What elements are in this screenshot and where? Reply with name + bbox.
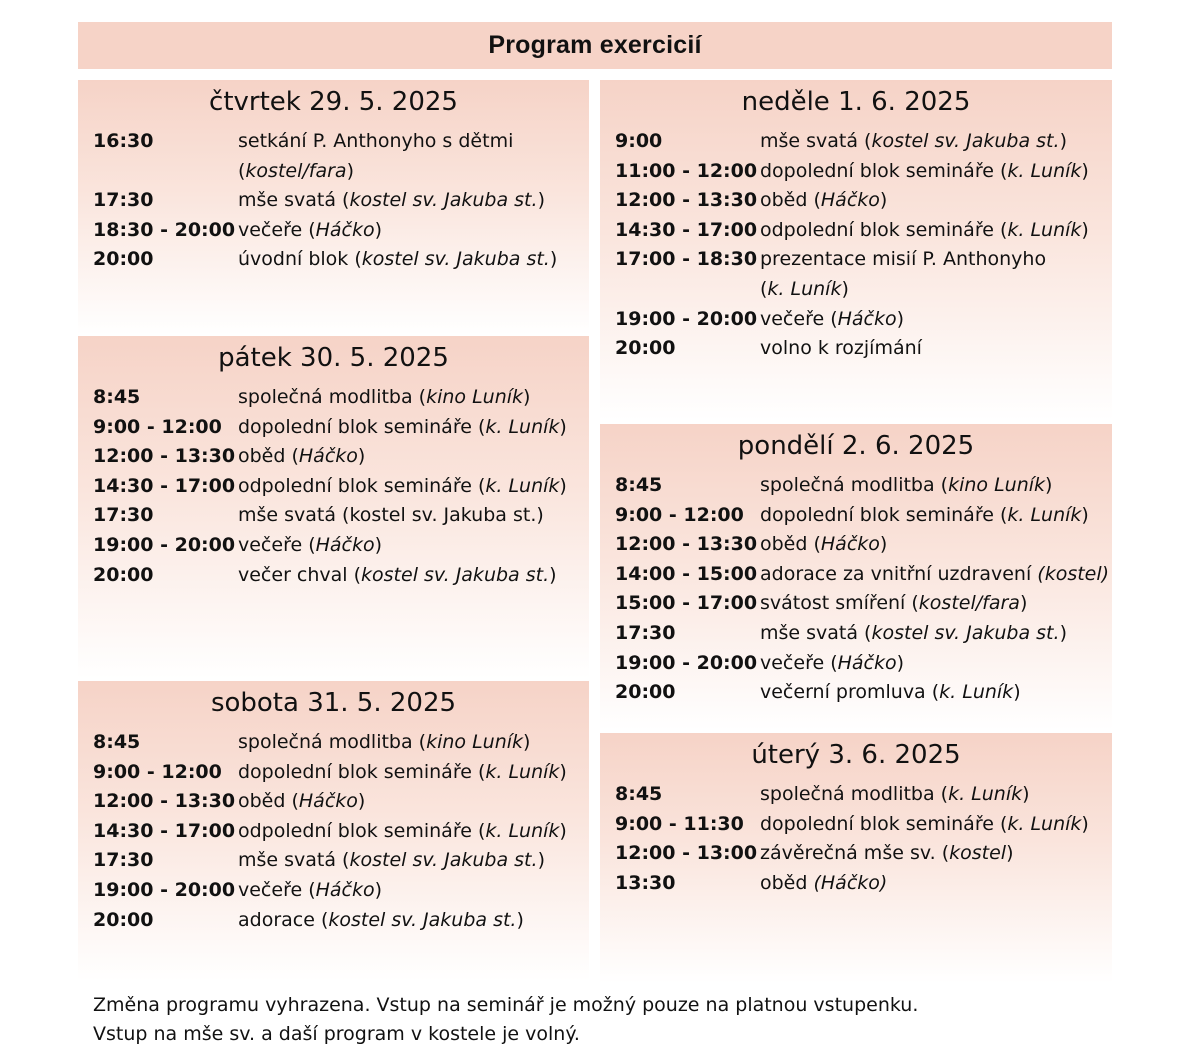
schedule-row — [615, 589, 1112, 619]
schedule-activity: prezentace misií P. Anthonyho (k. Luník) — [760, 248, 1047, 300]
schedule-time: 9:00 - 12:00 — [93, 415, 222, 438]
schedule-row — [615, 780, 1112, 810]
schedule-time: 20:00 — [93, 908, 154, 931]
schedule-activity: večerní promluva (k. Luník) — [760, 681, 1021, 704]
day-title: úterý 3. 6. 2025 — [751, 740, 961, 770]
schedule-row — [615, 157, 1112, 187]
schedule-activity: večeře (Háčko) — [238, 218, 383, 241]
schedule-activity: úvodní blok (kostel sv. Jakuba st.) — [238, 248, 558, 271]
schedule-time: 12:00 - 13:30 — [93, 790, 236, 813]
schedule-row — [93, 186, 589, 216]
schedule-time: 20:00 — [93, 563, 154, 586]
schedule-row — [93, 787, 589, 817]
schedule-time: 9:00 - 12:00 — [615, 503, 744, 526]
schedule-row — [615, 186, 1112, 216]
schedule-activity: společná modlitba (k. Luník) — [760, 783, 1030, 805]
schedule-row — [615, 619, 1112, 649]
schedule-time: 12:00 - 13:30 — [93, 445, 236, 468]
schedule-row — [93, 216, 589, 246]
schedule-activity: odpolední blok semináře (k. Luník) — [238, 474, 567, 497]
schedule-activity: odpolední blok semináře (k. Luník) — [760, 218, 1089, 241]
footer-note — [93, 991, 918, 1049]
schedule-activity: mše svatá (kostel sv. Jakuba st.) — [760, 130, 1067, 152]
footer-line-1: Změna programu vyhrazena. Vstup na seminář je možný pouze na platnou vstupenku. — [93, 994, 919, 1016]
schedule-row — [93, 472, 589, 502]
day-panel-friday — [78, 336, 589, 679]
schedule-row — [615, 810, 1112, 840]
schedule-time: 20:00 — [615, 681, 676, 704]
schedule-time: 19:00 - 20:00 — [615, 307, 758, 330]
schedule-time: 9:00 - 11:30 — [615, 812, 744, 835]
schedule-row — [615, 471, 1112, 501]
schedule-activity: adorace (kostel sv. Jakuba st.) — [238, 908, 524, 931]
schedule-time: 13:30 — [615, 871, 676, 894]
footer-line-2: Vstup na mše sv. a daší program v kostele je volný. — [93, 1023, 580, 1045]
schedule-row — [93, 413, 589, 443]
schedule-row — [615, 649, 1112, 679]
schedule-activity: oběd (Háčko) — [760, 871, 888, 894]
schedule-time: 8:45 — [615, 474, 663, 496]
day-panel-tuesday — [600, 733, 1112, 983]
schedule-activity: večeře (Háčko) — [238, 533, 383, 556]
program-title: Program exercicií — [488, 31, 702, 59]
schedule-list — [93, 383, 589, 590]
schedule-time: 19:00 - 20:00 — [615, 651, 758, 674]
schedule-row — [615, 560, 1112, 590]
schedule-time: 17:30 — [615, 621, 676, 644]
schedule-activity: dopolední blok semináře (k. Luník) — [760, 812, 1089, 835]
schedule-row — [93, 442, 589, 472]
day-title: neděle 1. 6. 2025 — [741, 87, 971, 117]
schedule-row — [93, 758, 589, 788]
schedule-row — [93, 531, 589, 561]
day-title: čtvrtek 29. 5. 2025 — [209, 87, 458, 117]
schedule-time: 9:00 - 12:00 — [93, 760, 222, 783]
schedule-time: 9:00 — [615, 130, 663, 152]
schedule-time: 16:30 — [93, 130, 154, 152]
schedule-row — [615, 216, 1112, 246]
schedule-time: 20:00 — [615, 337, 676, 360]
schedule-list — [93, 728, 589, 935]
schedule-activity: svátost smíření (kostel/fara) — [760, 592, 1028, 615]
schedule-time: 11:00 - 12:00 — [615, 159, 758, 182]
schedule-row — [615, 839, 1112, 869]
schedule-row — [615, 530, 1112, 560]
schedule-time: 17:30 — [93, 849, 154, 872]
schedule-row — [615, 127, 1112, 157]
schedule-time: 17:00 - 18:30 — [615, 248, 758, 271]
schedule-activity: večeře (Háčko) — [238, 878, 383, 901]
schedule-time: 17:30 — [93, 189, 154, 212]
schedule-activity: setkání P. Anthonyho s dětmi (kostel/fara) — [238, 130, 514, 182]
schedule-activity: večeře (Háčko) — [760, 307, 905, 330]
schedule-activity: oběd (Háčko) — [238, 445, 366, 468]
schedule-activity: společná modlitba (kino Luník) — [238, 386, 531, 408]
schedule-row — [93, 817, 589, 847]
day-panel-saturday — [78, 681, 589, 981]
schedule-row — [615, 334, 1112, 364]
schedule-row — [93, 127, 589, 186]
schedule-activity: mše svatá (kostel sv. Jakuba st.) — [238, 849, 545, 872]
schedule-activity: oběd (Háčko) — [760, 189, 888, 212]
schedule-time: 8:45 — [93, 386, 141, 408]
schedule-row — [93, 728, 589, 758]
schedule-activity: dopolední blok semináře (k. Luník) — [238, 415, 567, 438]
day-panel-sunday — [600, 80, 1112, 420]
schedule-time: 17:30 — [93, 504, 154, 527]
schedule-time: 19:00 - 20:00 — [93, 533, 236, 556]
schedule-row — [93, 906, 589, 936]
schedule-row — [615, 869, 1112, 899]
schedule-activity: odpolední blok semináře (k. Luník) — [238, 819, 567, 842]
schedule-activity: závěrečná mše sv. (kostel) — [760, 842, 1014, 865]
schedule-list — [615, 127, 1112, 364]
schedule-time: 8:45 — [615, 783, 663, 805]
schedule-activity: společná modlitba (kino Luník) — [238, 731, 531, 753]
schedule-activity: dopolední blok semináře (k. Luník) — [238, 760, 567, 783]
schedule-activity: mše svatá (kostel sv. Jakuba st.) — [238, 504, 544, 527]
schedule-list — [615, 780, 1112, 898]
schedule-row — [615, 678, 1112, 708]
day-title: pátek 30. 5. 2025 — [218, 343, 449, 373]
schedule-time: 8:45 — [93, 731, 141, 753]
schedule-time: 14:30 - 17:00 — [93, 819, 236, 842]
day-panel-thursday — [78, 80, 589, 335]
schedule-activity: adorace za vnitřní uzdravení (kostel) — [760, 562, 1110, 585]
day-title: sobota 31. 5. 2025 — [210, 688, 457, 718]
day-title: pondělí 2. 6. 2025 — [737, 431, 975, 461]
schedule-row — [93, 501, 589, 531]
schedule-time: 14:30 - 17:00 — [93, 474, 236, 497]
schedule-list — [615, 471, 1112, 708]
schedule-activity: oběd (Háčko) — [760, 533, 888, 556]
schedule-activity: dopolední blok semináře (k. Luník) — [760, 503, 1089, 526]
schedule-time: 20:00 — [93, 248, 154, 271]
schedule-time: 19:00 - 20:00 — [93, 878, 236, 901]
schedule-row — [615, 501, 1112, 531]
schedule-activity: mše svatá (kostel sv. Jakuba st.) — [238, 189, 545, 212]
schedule-row — [93, 846, 589, 876]
schedule-list — [93, 127, 589, 275]
schedule-time: 15:00 - 17:00 — [615, 592, 758, 615]
schedule-activity: oběd (Háčko) — [238, 790, 366, 813]
schedule-time: 18:30 - 20:00 — [93, 218, 236, 241]
schedule-row — [93, 383, 589, 413]
schedule-activity: večer chval (kostel sv. Jakuba st.) — [238, 563, 557, 586]
day-panel-monday — [600, 424, 1112, 730]
schedule-activity: mše svatá (kostel sv. Jakuba st.) — [760, 621, 1067, 644]
schedule-time: 12:00 - 13:00 — [615, 842, 758, 865]
schedule-row — [93, 245, 589, 275]
schedule-time: 14:30 - 17:00 — [615, 218, 758, 241]
schedule-time: 12:00 - 13:30 — [615, 189, 758, 212]
schedule-time: 14:00 - 15:00 — [615, 562, 758, 585]
schedule-row — [93, 876, 589, 906]
schedule-time: 12:00 - 13:30 — [615, 533, 758, 556]
schedule-activity: večeře (Háčko) — [760, 651, 905, 674]
schedule-row — [615, 305, 1112, 335]
schedule-row — [93, 561, 589, 591]
program-title-bar — [78, 22, 1112, 69]
schedule-activity: volno k rozjímání — [760, 337, 922, 360]
schedule-activity: společná modlitba (kino Luník) — [760, 474, 1053, 496]
schedule-row — [615, 245, 1112, 304]
schedule-activity: dopolední blok semináře (k. Luník) — [760, 159, 1089, 182]
